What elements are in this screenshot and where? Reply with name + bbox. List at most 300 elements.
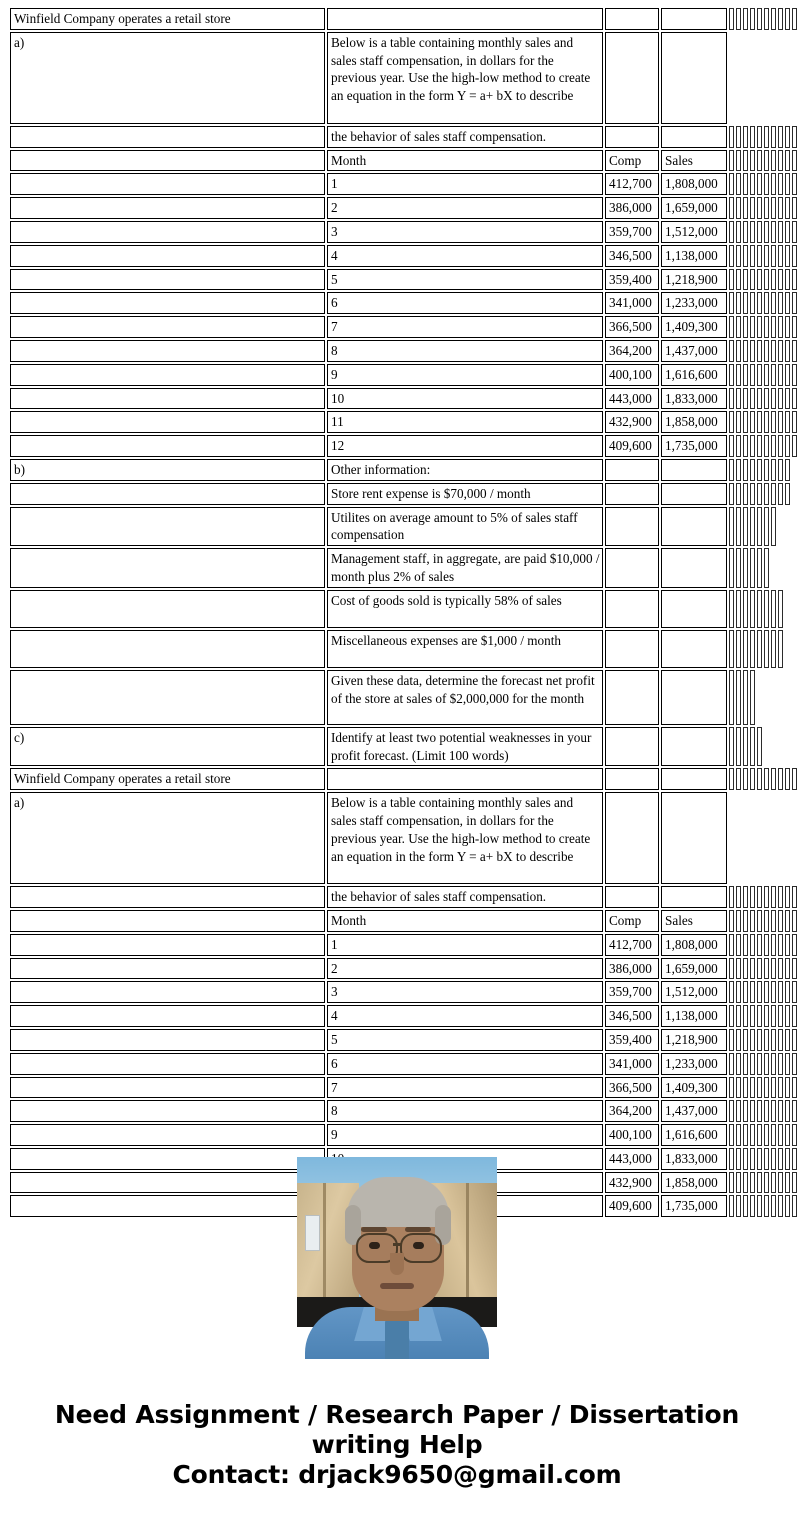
filler-cell[interactable] bbox=[778, 388, 783, 410]
filler-cell[interactable] bbox=[764, 197, 769, 219]
other-info-item-cell[interactable]: Store rent expense is $70,000 / month bbox=[327, 483, 603, 505]
filler-cell[interactable] bbox=[743, 1124, 748, 1146]
filler-cell[interactable] bbox=[757, 886, 762, 908]
filler-cell[interactable] bbox=[750, 1148, 755, 1170]
table-row[interactable] bbox=[10, 411, 797, 433]
blank-cell-a[interactable] bbox=[10, 507, 325, 547]
filler-cell[interactable] bbox=[771, 934, 776, 956]
filler-cell[interactable] bbox=[757, 727, 762, 767]
table-row[interactable] bbox=[10, 173, 797, 195]
blank-cell-comp[interactable] bbox=[605, 590, 659, 628]
weakness-question-cell[interactable]: Identify at least two potential weaknesses in your profit forecast. (Limit 100 words) bbox=[327, 727, 603, 767]
column-header-sales[interactable]: Sales bbox=[661, 150, 727, 172]
filler-cell[interactable] bbox=[736, 507, 741, 547]
filler-cell[interactable] bbox=[771, 1029, 776, 1051]
filler-cell[interactable] bbox=[729, 150, 734, 172]
cell-month[interactable]: 1 bbox=[327, 173, 603, 195]
filler-cell[interactable] bbox=[743, 1172, 748, 1194]
filler-cell[interactable] bbox=[757, 910, 762, 932]
filler-cell[interactable] bbox=[792, 173, 797, 195]
table-row[interactable] bbox=[10, 292, 797, 314]
filler-cell[interactable] bbox=[764, 934, 769, 956]
filler-cell[interactable] bbox=[743, 1029, 748, 1051]
filler-cell[interactable] bbox=[771, 1053, 776, 1075]
filler-cell[interactable] bbox=[729, 435, 734, 457]
table-row[interactable] bbox=[10, 364, 797, 386]
filler-cell[interactable] bbox=[757, 768, 762, 790]
filler-cell[interactable] bbox=[771, 340, 776, 362]
filler-cell[interactable] bbox=[778, 126, 783, 148]
filler-cell[interactable] bbox=[778, 8, 783, 30]
filler-cell[interactable] bbox=[743, 1100, 748, 1122]
filler-cell[interactable] bbox=[757, 1100, 762, 1122]
filler-cell[interactable] bbox=[792, 1053, 797, 1075]
filler-cell[interactable] bbox=[792, 269, 797, 291]
blank-cell-sales[interactable] bbox=[661, 483, 727, 505]
filler-cell[interactable] bbox=[778, 292, 783, 314]
filler-cell[interactable] bbox=[736, 630, 741, 668]
filler-cell[interactable] bbox=[750, 910, 755, 932]
blank-cell-sales[interactable] bbox=[661, 459, 727, 481]
blank-cell-comp[interactable] bbox=[605, 459, 659, 481]
filler-cell[interactable] bbox=[750, 340, 755, 362]
table-row[interactable] bbox=[10, 245, 797, 267]
cell-sales[interactable]: 1,218,900 bbox=[661, 1029, 727, 1051]
filler-cell[interactable] bbox=[743, 292, 748, 314]
blank-cell-a[interactable] bbox=[10, 1077, 325, 1099]
filler-cell[interactable] bbox=[792, 1195, 797, 1217]
filler-cell[interactable] bbox=[771, 173, 776, 195]
filler-cell[interactable] bbox=[792, 1100, 797, 1122]
filler-cell[interactable] bbox=[764, 1053, 769, 1075]
spreadsheet-table[interactable] bbox=[8, 6, 799, 1219]
filler-cell[interactable] bbox=[750, 173, 755, 195]
filler-cell[interactable] bbox=[771, 221, 776, 243]
filler-cell[interactable] bbox=[778, 245, 783, 267]
table-row[interactable] bbox=[10, 958, 797, 980]
cell-sales[interactable]: 1,858,000 bbox=[661, 411, 727, 433]
filler-cell[interactable] bbox=[743, 364, 748, 386]
blank-cell-a[interactable] bbox=[10, 910, 325, 932]
heading-cell[interactable]: Winfield Company operates a retail store bbox=[10, 8, 325, 30]
filler-cell[interactable] bbox=[743, 435, 748, 457]
column-header-month[interactable]: Month bbox=[327, 150, 603, 172]
blank-cell-comp[interactable] bbox=[605, 483, 659, 505]
filler-cell[interactable] bbox=[750, 150, 755, 172]
filler-cell[interactable] bbox=[785, 340, 790, 362]
filler-cell[interactable] bbox=[771, 197, 776, 219]
filler-cell[interactable] bbox=[729, 727, 734, 767]
heading-cell[interactable]: Winfield Company operates a retail store bbox=[10, 768, 325, 790]
table-row[interactable] bbox=[10, 1077, 797, 1099]
filler-cell[interactable] bbox=[771, 292, 776, 314]
blank-cell-a[interactable] bbox=[10, 292, 325, 314]
cell-sales[interactable]: 1,659,000 bbox=[661, 958, 727, 980]
filler-cell[interactable] bbox=[757, 1148, 762, 1170]
cell-comp[interactable]: 409,600 bbox=[605, 435, 659, 457]
filler-cell[interactable] bbox=[736, 768, 741, 790]
filler-cell[interactable] bbox=[757, 388, 762, 410]
filler-cell[interactable] bbox=[750, 934, 755, 956]
cell-comp[interactable]: 366,500 bbox=[605, 1077, 659, 1099]
filler-cell[interactable] bbox=[771, 459, 776, 481]
filler-cell[interactable] bbox=[757, 1077, 762, 1099]
filler-cell[interactable] bbox=[736, 1100, 741, 1122]
filler-cell[interactable] bbox=[778, 459, 783, 481]
cell-month[interactable]: 2 bbox=[327, 197, 603, 219]
filler-cell[interactable] bbox=[757, 1029, 762, 1051]
filler-cell[interactable] bbox=[736, 1124, 741, 1146]
cell-sales[interactable]: 1,616,600 bbox=[661, 364, 727, 386]
filler-cell[interactable] bbox=[757, 1005, 762, 1027]
filler-cell[interactable] bbox=[778, 886, 783, 908]
filler-cell[interactable] bbox=[729, 1172, 734, 1194]
filler-cell[interactable] bbox=[736, 1172, 741, 1194]
filler-cell[interactable] bbox=[764, 590, 769, 628]
filler-cell[interactable] bbox=[757, 221, 762, 243]
filler-cell[interactable] bbox=[736, 340, 741, 362]
filler-cell[interactable] bbox=[757, 269, 762, 291]
cell-month[interactable]: 9 bbox=[327, 1124, 603, 1146]
filler-cell[interactable] bbox=[750, 221, 755, 243]
filler-cell[interactable] bbox=[750, 316, 755, 338]
filler-cell[interactable] bbox=[785, 1100, 790, 1122]
filler-cell[interactable] bbox=[750, 435, 755, 457]
blank-cell-a[interactable] bbox=[10, 173, 325, 195]
filler-cell[interactable] bbox=[757, 173, 762, 195]
blank-cell-comp[interactable] bbox=[605, 630, 659, 668]
cell-sales[interactable]: 1,409,300 bbox=[661, 316, 727, 338]
filler-cell[interactable] bbox=[729, 221, 734, 243]
filler-cell[interactable] bbox=[743, 340, 748, 362]
filler-cell[interactable] bbox=[764, 1077, 769, 1099]
blank-cell-sales[interactable] bbox=[661, 630, 727, 668]
filler-cell[interactable] bbox=[729, 245, 734, 267]
filler-cell[interactable] bbox=[736, 8, 741, 30]
filler-cell[interactable] bbox=[757, 316, 762, 338]
filler-cell[interactable] bbox=[750, 1005, 755, 1027]
filler-cell[interactable] bbox=[792, 340, 797, 362]
blank-cell-a[interactable] bbox=[10, 245, 325, 267]
filler-cell[interactable] bbox=[764, 364, 769, 386]
filler-cell[interactable] bbox=[750, 197, 755, 219]
filler-cell[interactable] bbox=[736, 1053, 741, 1075]
blank-cell-comp[interactable] bbox=[605, 768, 659, 790]
filler-cell[interactable] bbox=[785, 1053, 790, 1075]
filler-cell[interactable] bbox=[743, 483, 748, 505]
filler-cell[interactable] bbox=[743, 548, 748, 588]
blank-cell-sales[interactable] bbox=[661, 886, 727, 908]
filler-cell[interactable] bbox=[778, 364, 783, 386]
filler-cell[interactable] bbox=[736, 411, 741, 433]
filler-cell[interactable] bbox=[764, 126, 769, 148]
cell-comp[interactable]: 432,900 bbox=[605, 1172, 659, 1194]
filler-cell[interactable] bbox=[764, 958, 769, 980]
blank-cell-sales[interactable] bbox=[661, 670, 727, 725]
cell-comp[interactable]: 341,000 bbox=[605, 292, 659, 314]
filler-cell[interactable] bbox=[792, 245, 797, 267]
filler-cell[interactable] bbox=[785, 1148, 790, 1170]
filler-cell[interactable] bbox=[743, 727, 748, 767]
filler-cell[interactable] bbox=[743, 1077, 748, 1099]
filler-cell[interactable] bbox=[736, 886, 741, 908]
filler-cell[interactable] bbox=[757, 1172, 762, 1194]
filler-cell[interactable] bbox=[764, 340, 769, 362]
filler-cell[interactable] bbox=[764, 1029, 769, 1051]
filler-cell[interactable] bbox=[785, 958, 790, 980]
blank-cell-a[interactable] bbox=[10, 590, 325, 628]
filler-cell[interactable] bbox=[750, 507, 755, 547]
filler-cell[interactable] bbox=[757, 981, 762, 1003]
filler-cell[interactable] bbox=[757, 8, 762, 30]
cell-comp[interactable]: 364,200 bbox=[605, 1100, 659, 1122]
filler-cell[interactable] bbox=[792, 126, 797, 148]
filler-cell[interactable] bbox=[750, 269, 755, 291]
prompt-a-cont-cell[interactable]: the behavior of sales staff compensation. bbox=[327, 886, 603, 908]
filler-cell[interactable] bbox=[729, 1148, 734, 1170]
filler-cell[interactable] bbox=[771, 1005, 776, 1027]
filler-cell[interactable] bbox=[778, 316, 783, 338]
filler-cell[interactable] bbox=[729, 483, 734, 505]
filler-cell[interactable] bbox=[743, 1195, 748, 1217]
blank-cell-comp[interactable] bbox=[605, 32, 659, 124]
filler-cell[interactable] bbox=[729, 1195, 734, 1217]
cell-sales[interactable]: 1,437,000 bbox=[661, 1100, 727, 1122]
cell-comp[interactable]: 400,100 bbox=[605, 364, 659, 386]
table-row[interactable] bbox=[10, 8, 797, 30]
blank-cell-a[interactable] bbox=[10, 1005, 325, 1027]
filler-cell[interactable] bbox=[771, 981, 776, 1003]
filler-cell[interactable] bbox=[757, 292, 762, 314]
filler-cell[interactable] bbox=[729, 630, 734, 668]
cell-month[interactable]: 9 bbox=[327, 364, 603, 386]
filler-cell[interactable] bbox=[736, 934, 741, 956]
filler-cell[interactable] bbox=[743, 459, 748, 481]
filler-cell[interactable] bbox=[778, 483, 783, 505]
filler-cell[interactable] bbox=[785, 459, 790, 481]
cell-sales[interactable]: 1,858,000 bbox=[661, 1172, 727, 1194]
filler-cell[interactable] bbox=[771, 630, 776, 668]
column-header-comp[interactable]: Comp bbox=[605, 910, 659, 932]
filler-cell[interactable] bbox=[785, 126, 790, 148]
filler-cell[interactable] bbox=[792, 934, 797, 956]
filler-cell[interactable] bbox=[757, 958, 762, 980]
table-row[interactable] bbox=[10, 981, 797, 1003]
column-header-sales[interactable]: Sales bbox=[661, 910, 727, 932]
blank-cell-sales[interactable] bbox=[661, 548, 727, 588]
blank-cell-comp[interactable] bbox=[605, 548, 659, 588]
filler-cell[interactable] bbox=[736, 1005, 741, 1027]
filler-cell[interactable] bbox=[736, 435, 741, 457]
filler-cell[interactable] bbox=[757, 197, 762, 219]
blank-cell-sales[interactable] bbox=[661, 590, 727, 628]
filler-cell[interactable] bbox=[778, 1172, 783, 1194]
filler-cell[interactable] bbox=[771, 269, 776, 291]
filler-cell[interactable] bbox=[778, 934, 783, 956]
filler-cell[interactable] bbox=[792, 1005, 797, 1027]
filler-cell[interactable] bbox=[757, 340, 762, 362]
cell-sales[interactable]: 1,437,000 bbox=[661, 340, 727, 362]
filler-cell[interactable] bbox=[743, 630, 748, 668]
filler-cell[interactable] bbox=[729, 1077, 734, 1099]
cell-comp[interactable]: 443,000 bbox=[605, 388, 659, 410]
table-row[interactable] bbox=[10, 388, 797, 410]
filler-cell[interactable] bbox=[778, 590, 783, 628]
filler-cell[interactable] bbox=[778, 768, 783, 790]
table-row[interactable] bbox=[10, 483, 797, 505]
other-info-item-cell[interactable]: Miscellaneous expenses are $1,000 / month bbox=[327, 630, 603, 668]
filler-cell[interactable] bbox=[771, 590, 776, 628]
filler-cell[interactable] bbox=[792, 197, 797, 219]
table-row[interactable] bbox=[10, 221, 797, 243]
filler-cell[interactable] bbox=[785, 768, 790, 790]
filler-cell[interactable] bbox=[743, 150, 748, 172]
cell-sales[interactable]: 1,833,000 bbox=[661, 1148, 727, 1170]
cell-comp[interactable]: 359,700 bbox=[605, 981, 659, 1003]
filler-cell[interactable] bbox=[743, 269, 748, 291]
filler-cell[interactable] bbox=[764, 1124, 769, 1146]
filler-cell[interactable] bbox=[771, 1124, 776, 1146]
filler-cell[interactable] bbox=[785, 1029, 790, 1051]
filler-cell[interactable] bbox=[785, 435, 790, 457]
blank-cell-a[interactable] bbox=[10, 1172, 325, 1194]
table-row[interactable] bbox=[10, 1005, 797, 1027]
filler-cell[interactable] bbox=[736, 388, 741, 410]
filler-cell[interactable] bbox=[757, 630, 762, 668]
cell-comp[interactable]: 346,500 bbox=[605, 245, 659, 267]
filler-cell[interactable] bbox=[764, 435, 769, 457]
filler-cell[interactable] bbox=[729, 768, 734, 790]
blank-cell-sales[interactable] bbox=[661, 768, 727, 790]
filler-cell[interactable] bbox=[750, 958, 755, 980]
table-row[interactable] bbox=[10, 590, 797, 628]
label-b-cell[interactable]: b) bbox=[10, 459, 325, 481]
blank-cell-a[interactable] bbox=[10, 340, 325, 362]
table-row[interactable] bbox=[10, 316, 797, 338]
blank-cell-a[interactable] bbox=[10, 435, 325, 457]
filler-cell[interactable] bbox=[792, 1077, 797, 1099]
filler-cell[interactable] bbox=[764, 292, 769, 314]
table-row[interactable] bbox=[10, 269, 797, 291]
filler-cell[interactable] bbox=[729, 316, 734, 338]
blank-cell-a[interactable] bbox=[10, 981, 325, 1003]
filler-cell[interactable] bbox=[736, 1195, 741, 1217]
filler-cell[interactable] bbox=[764, 630, 769, 668]
blank-cell-a[interactable] bbox=[10, 1195, 325, 1217]
blank-cell-comp[interactable] bbox=[605, 792, 659, 884]
filler-cell[interactable] bbox=[792, 958, 797, 980]
blank-cell-b[interactable] bbox=[327, 8, 603, 30]
filler-cell[interactable] bbox=[736, 245, 741, 267]
table-row[interactable] bbox=[10, 670, 797, 725]
blank-cell-sales[interactable] bbox=[661, 8, 727, 30]
filler-cell[interactable] bbox=[778, 173, 783, 195]
filler-cell[interactable] bbox=[785, 1005, 790, 1027]
filler-cell[interactable] bbox=[785, 292, 790, 314]
filler-cell[interactable] bbox=[764, 173, 769, 195]
filler-cell[interactable] bbox=[736, 1077, 741, 1099]
blank-cell-a[interactable] bbox=[10, 1053, 325, 1075]
cell-sales[interactable]: 1,616,600 bbox=[661, 1124, 727, 1146]
filler-cell[interactable] bbox=[736, 910, 741, 932]
filler-cell[interactable] bbox=[729, 548, 734, 588]
filler-cell[interactable] bbox=[743, 126, 748, 148]
filler-cell[interactable] bbox=[771, 388, 776, 410]
filler-cell[interactable] bbox=[778, 630, 783, 668]
cell-comp[interactable]: 386,000 bbox=[605, 197, 659, 219]
cell-month[interactable]: 2 bbox=[327, 958, 603, 980]
table-row[interactable] bbox=[10, 934, 797, 956]
filler-cell[interactable] bbox=[771, 1077, 776, 1099]
cell-comp[interactable]: 341,000 bbox=[605, 1053, 659, 1075]
cell-comp[interactable]: 386,000 bbox=[605, 958, 659, 980]
blank-cell-a[interactable] bbox=[10, 150, 325, 172]
filler-cell[interactable] bbox=[771, 910, 776, 932]
filler-cell[interactable] bbox=[757, 126, 762, 148]
blank-cell-a[interactable] bbox=[10, 670, 325, 725]
blank-cell-a[interactable] bbox=[10, 269, 325, 291]
filler-cell[interactable] bbox=[743, 958, 748, 980]
cell-month[interactable]: 5 bbox=[327, 1029, 603, 1051]
cell-sales[interactable]: 1,409,300 bbox=[661, 1077, 727, 1099]
filler-cell[interactable] bbox=[778, 1005, 783, 1027]
filler-cell[interactable] bbox=[771, 768, 776, 790]
filler-cell[interactable] bbox=[729, 934, 734, 956]
filler-cell[interactable] bbox=[757, 590, 762, 628]
filler-cell[interactable] bbox=[771, 435, 776, 457]
cell-month[interactable]: 11 bbox=[327, 411, 603, 433]
filler-cell[interactable] bbox=[792, 221, 797, 243]
filler-cell[interactable] bbox=[778, 1124, 783, 1146]
filler-cell[interactable] bbox=[729, 1029, 734, 1051]
filler-cell[interactable] bbox=[785, 269, 790, 291]
prompt-a-cell[interactable]: Below is a table containing monthly sales and sales staff compensation, in dollars for the previous year. Use the high-low method to create an equation in the form Y = a+ bX to describe bbox=[327, 792, 603, 884]
cell-sales[interactable]: 1,735,000 bbox=[661, 435, 727, 457]
table-row[interactable] bbox=[10, 548, 797, 588]
cell-sales[interactable]: 1,218,900 bbox=[661, 269, 727, 291]
filler-cell[interactable] bbox=[750, 1053, 755, 1075]
filler-cell[interactable] bbox=[750, 727, 755, 767]
filler-cell[interactable] bbox=[764, 1172, 769, 1194]
filler-cell[interactable] bbox=[743, 1053, 748, 1075]
other-info-title-cell[interactable]: Other information: bbox=[327, 459, 603, 481]
filler-cell[interactable] bbox=[750, 483, 755, 505]
filler-cell[interactable] bbox=[778, 1029, 783, 1051]
filler-cell[interactable] bbox=[743, 1005, 748, 1027]
filler-cell[interactable] bbox=[778, 1148, 783, 1170]
cell-month[interactable]: 7 bbox=[327, 1077, 603, 1099]
filler-cell[interactable] bbox=[757, 150, 762, 172]
filler-cell[interactable] bbox=[736, 958, 741, 980]
cell-sales[interactable]: 1,138,000 bbox=[661, 1005, 727, 1027]
column-header-comp[interactable]: Comp bbox=[605, 150, 659, 172]
filler-cell[interactable] bbox=[729, 269, 734, 291]
filler-cell[interactable] bbox=[778, 1100, 783, 1122]
filler-cell[interactable] bbox=[778, 958, 783, 980]
cell-comp[interactable]: 359,700 bbox=[605, 221, 659, 243]
filler-cell[interactable] bbox=[736, 459, 741, 481]
filler-cell[interactable] bbox=[764, 886, 769, 908]
table-row[interactable] bbox=[10, 1124, 797, 1146]
blank-cell-comp[interactable] bbox=[605, 8, 659, 30]
filler-cell[interactable] bbox=[757, 1053, 762, 1075]
cell-sales[interactable]: 1,659,000 bbox=[661, 197, 727, 219]
filler-cell[interactable] bbox=[778, 340, 783, 362]
filler-cell[interactable] bbox=[743, 316, 748, 338]
filler-cell[interactable] bbox=[729, 910, 734, 932]
label-c-cell[interactable]: c) bbox=[10, 727, 325, 767]
blank-cell-sales[interactable] bbox=[661, 32, 727, 124]
